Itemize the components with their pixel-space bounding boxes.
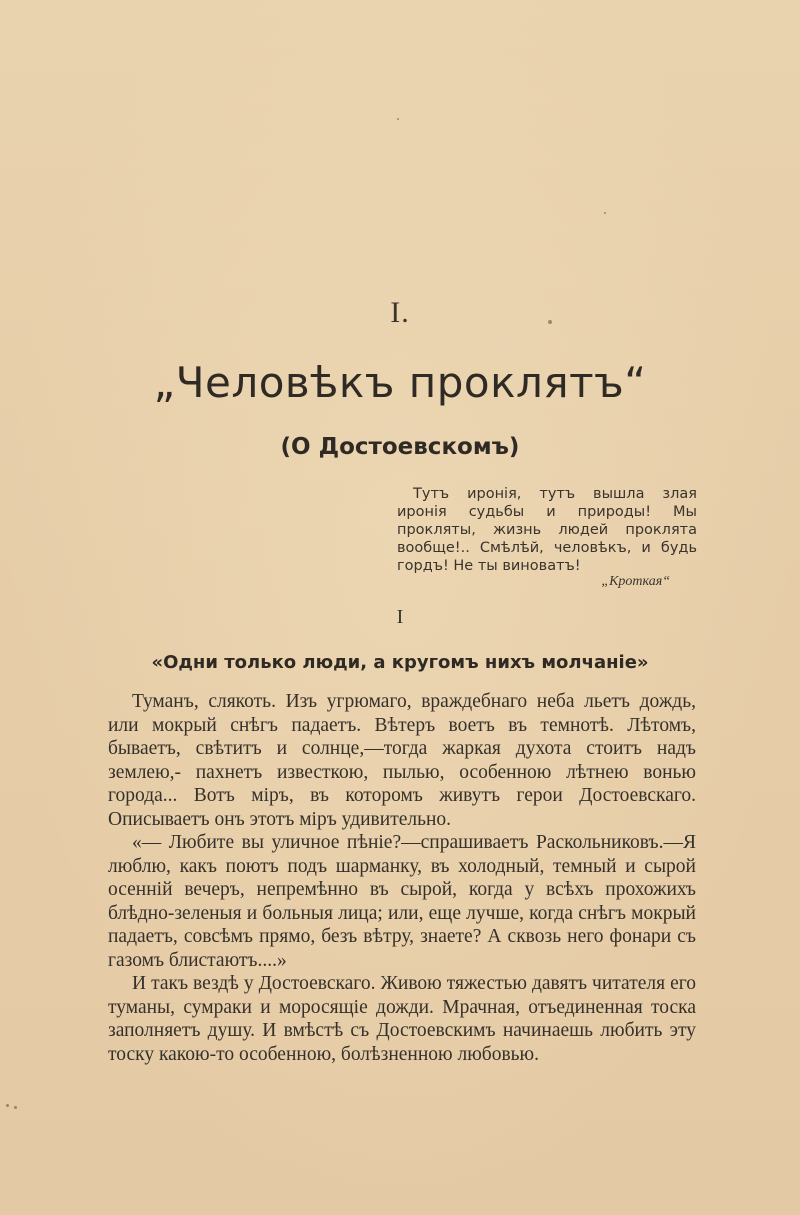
section-number: I xyxy=(396,606,404,628)
paper-speck xyxy=(6,1104,9,1107)
section-title: «Одни только люди, а кругомъ нихъ молчаніе» xyxy=(151,652,649,673)
paper-speck xyxy=(397,118,399,120)
chapter-number: I. xyxy=(390,296,410,329)
paragraph-3: И такъ вездѣ у Достоевскаго. Живою тяжестью давятъ читателя его туманы, сумраки и моросящіе дожди. Мрачная, отъединенная тоска заполняетъ душу. И вмѣстѣ съ Достоевскимъ начинаешь любить эту тоску какою-то особенною, болѣзненною любовью. xyxy=(108,973,696,1065)
body-text xyxy=(108,690,696,1066)
epigraph-source: „Кроткая“ xyxy=(601,574,670,589)
chapter-title: „Человѣкъ проклятъ“ xyxy=(153,358,647,407)
epigraph-text: Тутъ иронія, тутъ вышла злая иронія судьбы и природы! Мы прокляты, жизнь людей проклята вообще!.. Смѣлѣй, человѣкъ, и будь гордъ! Не ты виноватъ! xyxy=(397,486,697,574)
paper-speck xyxy=(14,1106,17,1109)
epigraph xyxy=(397,485,697,575)
paper-speck xyxy=(604,212,606,214)
paragraph-1: Туманъ, слякоть. Изъ угрюмаго, враждебнаго неба льетъ дождь, или мокрый снѣгъ падаетъ. Вѣтеръ воетъ въ темнотѣ. Лѣтомъ, бываетъ, свѣтитъ и солнце,—тогда жаркая духота стоитъ надъ землею,- пахнетъ известкою, пылью, особенною лѣтнею вонью города... Вотъ міръ, въ которомъ живутъ герои Достоевскаго. Описываетъ онъ этотъ міръ удивительно. xyxy=(108,691,696,830)
chapter-subtitle: (О Достоевскомъ) xyxy=(280,434,520,460)
paragraph-2: «— Любите вы уличное пѣніе?—спрашиваетъ Раскольниковъ.—Я люблю, какъ поютъ подъ шарманку, въ холодный, темный и сырой осенній вечеръ, непремѣнно въ сырой, когда у всѣхъ прохожихъ блѣдно-зеленыя и больныя лица; или, еще лучше, когда снѣгъ мокрый падаетъ, совсѣмъ прямо, безъ вѣтру, знаете? А сквозь него фонари съ газомъ блистаютъ....» xyxy=(108,832,696,971)
